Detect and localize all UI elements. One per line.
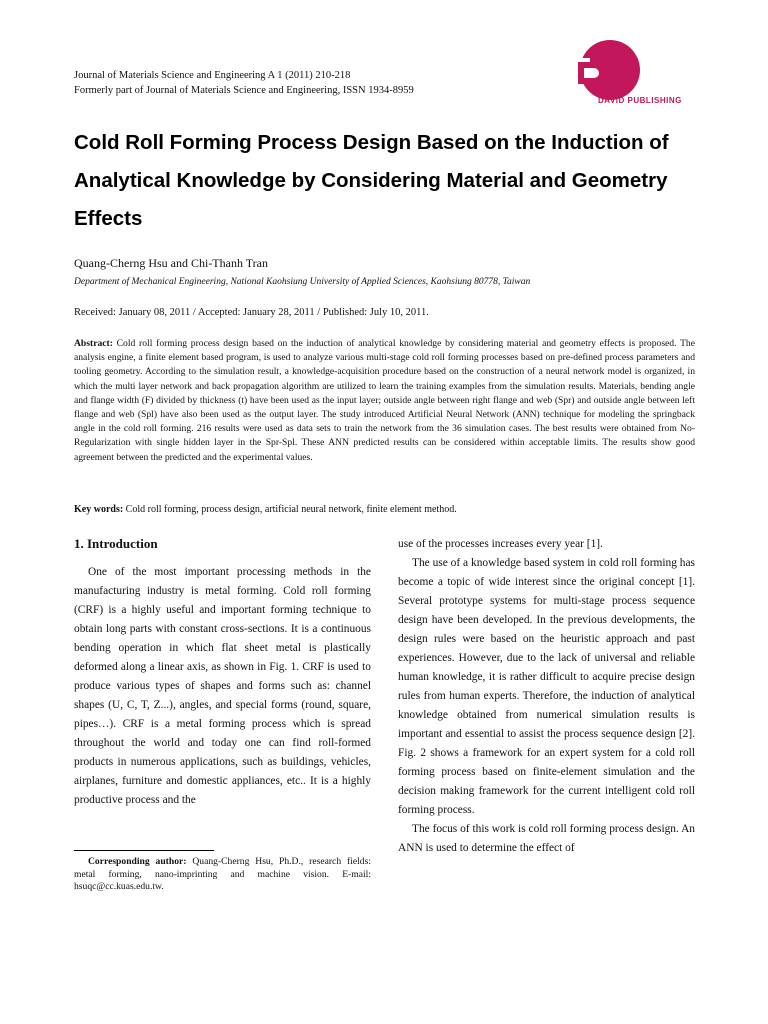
journal-issn: Formerly part of Journal of Materials Science and Engineering, ISSN 1934-8959 bbox=[74, 85, 414, 96]
footnote-text: Quang-Cherng Hsu, Ph.D., research fields: metal forming, nano-imprinting and machine vision. E-mail: hsuqc@cc.kuas.edu.tw. bbox=[74, 856, 371, 892]
abstract bbox=[74, 337, 695, 465]
journal-header bbox=[74, 68, 414, 98]
publisher-logo bbox=[564, 38, 700, 108]
intro-paragraph-continued: use of the processes increases every year [1]. bbox=[398, 538, 603, 550]
left-column bbox=[74, 563, 371, 810]
intro-paragraph-1: One of the most important processing methods in the manufacturing industry is metal forming. Cold roll forming (CRF) is a highly useful and important forming technique to obtain long parts with constant cross-sections. It is a continuous bending operation in which flat sheet metal is plastically deformed along a linear axis, as shown in Fig. 1. CRF is used to produce various types of shapes and forms such as: channel shapes (U, C, T, Z...), angles, and special forms (round, square, pipes…). CRF is a metal forming process which is spread throughout the world and today one can find roll-formed products in numerous applications, such as buildings, vehicles, airplanes, furniture and domestic appliances, etc.. It is a highly productive process and the bbox=[74, 566, 371, 806]
authors: Quang-Cherng Hsu and Chi-Thanh Tran bbox=[74, 256, 268, 270]
abstract-text: Cold roll forming process design based on the induction of analytical knowledge by considering material and geometry effects is proposed. The analysis engine, a finite element based program, is used to analyze various multi-stage cold roll forming processes based on pre-defined process parameters and tooling geometry. According to the simulation result, a knowledge-acquisition procedure based on the construction of a neural network model is organized, in which the multi layer network and back propagation algorithm are utilized to learn the training examples from the simulation results. Materials, bending angle and flange width (F) divided by thickness (t) have been used as the input layer; outside angle between right flange and web (Spr) and outside angle between left flange and web (Spl) have also been used as the output layer. The study introduced Artificial Neural Network (ANN) technique for modeling the springback angle in the cold roll forming. 216 results were used as data sets to train the network from the 36 simulation cases. The best results were obtained from No-Regularization with single hidden layer in the Spr-Spl. These ANN predicted results can be considered within acceptable limits. The results show good agreement between the predicted and the experimental values. bbox=[74, 338, 695, 463]
footnote bbox=[74, 856, 371, 894]
keywords bbox=[74, 504, 695, 515]
footnote-divider bbox=[74, 850, 214, 851]
keywords-label: Key words: bbox=[74, 504, 124, 515]
abstract-label: Abstract: bbox=[74, 338, 113, 349]
affiliation: Department of Mechanical Engineering, National Kaohsiung University of Applied Sciences, Kaohsiung 80778, Taiwan bbox=[74, 277, 531, 287]
keywords-text: Cold roll forming, process design, artificial neural network, finite element method. bbox=[125, 504, 457, 515]
intro-paragraph-3: The focus of this work is cold roll forming process design. An ANN is used to determine the effect of bbox=[398, 823, 695, 854]
publisher-name: DAVID PUBLISHING bbox=[598, 96, 682, 105]
intro-paragraph-2: The use of a knowledge based system in cold roll forming has become a topic of wide interest since the original concept [1]. Several prototype systems for multi-stage process sequence design have been developed. In the previous developments, the design rules were based on the heuristic approach and past experiences. However, due to the lack of universal and reliable human knowledge, it is rather difficult to acquire precise design rules from human experts. Therefore, the induction of analytical knowledge obtained from numerical simulation results is important and essential to assist the process sequence design [2]. Fig. 2 shows a framework for an expert system for a cold roll forming process based on finite-element simulation and the decision making framework for the current intelligent cold roll forming process. bbox=[398, 557, 695, 816]
journal-citation: Journal of Materials Science and Engineering A 1 (2011) 210-218 bbox=[74, 70, 351, 81]
footnote-label: Corresponding author: bbox=[88, 856, 187, 867]
paper-title: Cold Roll Forming Process Design Based on the Induction of Analytical Knowledge by Considering Material and Geometry Effects bbox=[74, 131, 669, 230]
section-heading: 1. Introduction bbox=[74, 536, 158, 551]
publication-dates: Received: January 08, 2011 / Accepted: January 28, 2011 / Published: July 10, 2011. bbox=[74, 307, 429, 318]
right-column bbox=[398, 535, 695, 858]
